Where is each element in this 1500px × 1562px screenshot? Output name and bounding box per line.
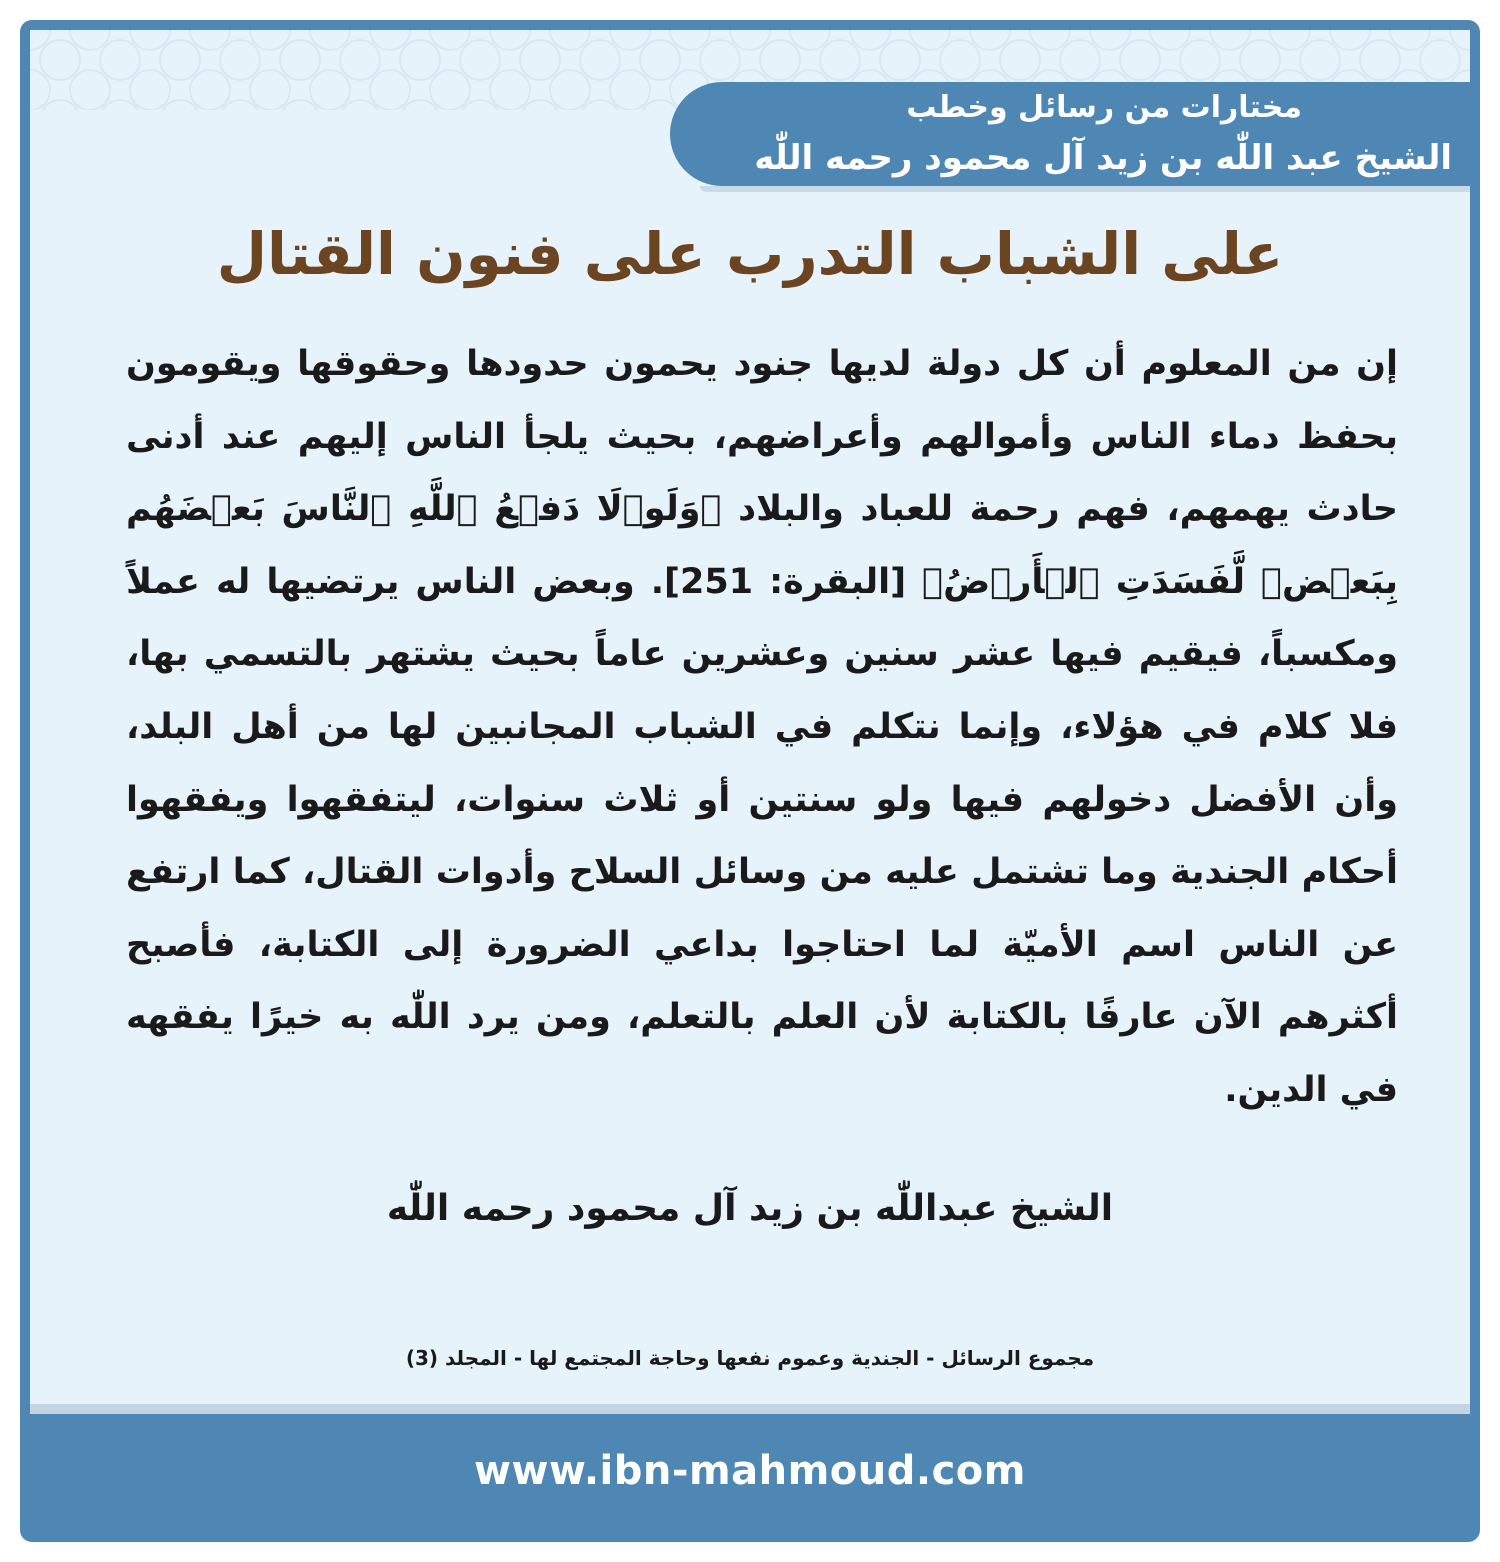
website-link[interactable]: www.ibn-mahmoud.com [474, 1448, 1026, 1494]
article-body: إن من المعلوم أن كل دولة لديها جنود يحمون حدودها وحقوقها ويقومون بحفظ دماء الناس وأموالهم وأعراضهم، بحيث يلجأ الناس إليهم عند أدنى حادث يهمهم، فهم رحمة للعباد والبلاد ﴿وَلَوۡلَا دَفۡعُ ٱللَّهِ ٱلنَّاسَ بَعۡضَهُم بِبَعۡضٖ لَّفَسَدَتِ ٱلۡأَرۡضُ﴾ [البقرة: 251]. وبعض الناس يرتضيها له عملاً ومكسباً، فيقيم فيها عشر سنين وعشرين عاماً بحيث يشتهر بالتسمي بها، فلا كلام في هؤلاء، وإنما نتكلم في الشباب المجانبين لها من أهل البلد، وأن الأفضل دخولهم فيها ولو سنتين أو ثلاث سنوات، ليتفقهوا ويفقهوا أحكام الجندية وما تشتمل عليه من وسائل السلاح وأدوات القتال، كما ارتفع عن الناس اسم الأميّة لما احتاجوا بداعي الضرورة إلى الكتابة، فأصبح أكثرهم الآن عارفًا بالكتابة لأن العلم بالتعلم، ومن يرد اللّٰه به خيرًا يفقهه في الدين. [126, 344, 1398, 1110]
author-signature: الشيخ عبداللّٰه بن زيد آل محمود رحمه اللّٰه [386, 1188, 1114, 1229]
page-title: على الشباب التدرب على فنون القتال [216, 220, 1284, 288]
series-title: مختارات من رسائل وخطب [906, 90, 1302, 125]
source-reference: مجموع الرسائل - الجندية وعموم نفعها وحاجة المجتمع لها - المجلد (3) [405, 1346, 1095, 1370]
footer-divider [30, 1404, 1470, 1414]
header-banner-shadow [700, 186, 1470, 192]
content-panel [30, 30, 1470, 1412]
author-name-header: الشيخ عبد اللّٰه بن زيد آل محمود رحمه اللّٰه [754, 138, 1452, 178]
